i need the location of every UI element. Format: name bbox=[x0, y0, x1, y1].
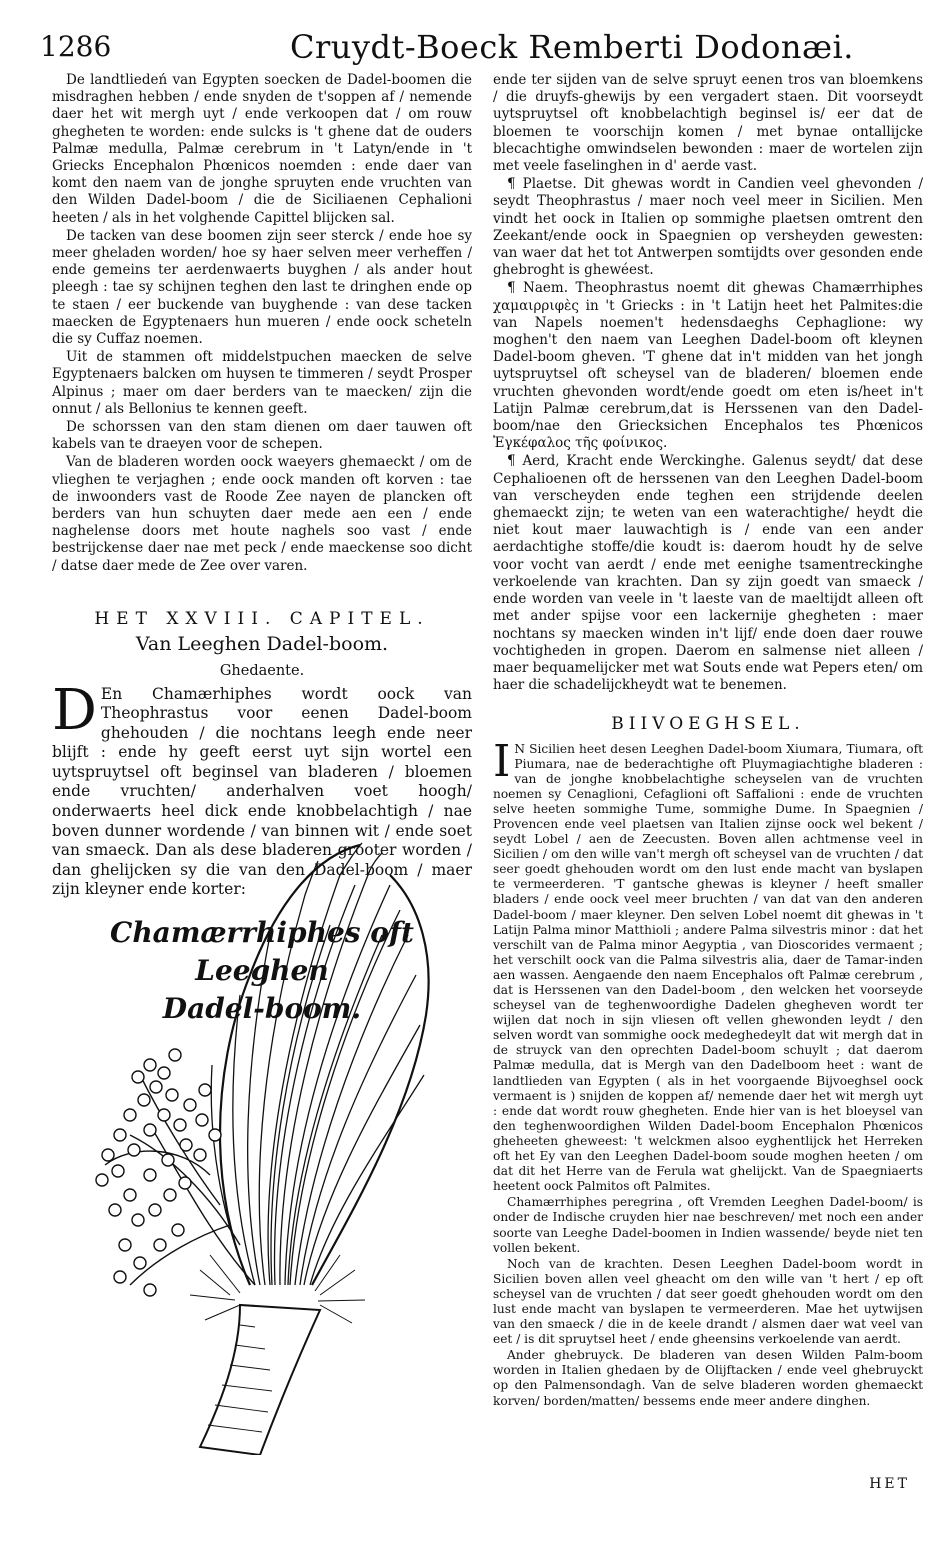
naem-paragraph: ¶ Naem. Theophrastus noemt dit ghewas Chamærrhiphes χαμαιρριφὲς in 't Griecks : in 't Latijn heet het Palmites:die van Napels noemen't hedensdaeghs Cephaglione: wy moghen't den naem van Leeghen Dadel-boom oft kleynen Dadel-boom gheven. 'T ghene dat in't midden van het jongh uytspruytsel oft scheysel van de bladeren/ bloemen ende vruchten ghevonden wordt/ende goedt om eten is/heet in't Latijn Palmæ cerebrum,dat is Herssenen van den Dadel-boom/nae den Griecksichen Encephalos tes Phœnicos Ἐγκέφαλος τῆς φοίνικος. bbox=[493, 280, 923, 452]
chapter-subtitle: Van Leeghen Dadel-boom. bbox=[135, 633, 389, 656]
aerd-paragraph: ¶ Aerd, Kracht ende Werckinghe. Galenus seydt/ dat dese Cephalioenen oft de herssenen van den Leeghen Dadel-boom van verscheyden ende teghen een strijdende deelen ghemaeckt zijn; te weten van een waterachtighe/ heydt die niet kout maer lauwachtigh is / ende van een ander aerdachtighe stoffe/die koudt is: daerom houdt hy de selve voor vocht van aerdt / ende met eenighe tsamentreckinghe verkoelende van krachten. Dan sy zijn goedt van smaeck / ende worden van veele in 't laeste van de maeltijdt alleen oft met ander spijse voor een lackernije ghegheten : maer nochtans sy maecken winden in't lijf/ ende doen daer rouwe vochtigheden in gropen. Daerom en salmense niet alleen / maer bequamelijcker met wat Souts ende wat Pepers eten/ om haer die schadelijckheydt wat te benemen. bbox=[493, 453, 923, 694]
body-paragraph: De landtliedeń van Egypten soecken de Dadel-boomen die misdraghen hebben / ende snyden de t'soppen af / nemende daer het wit mergh uyt / ende verkoopen dat / om rouw ghegheten te worden: ende sulcks is 't ghene dat de ouders Palmæ medulla, Palmæ cerebrum in 't Latyn/ende in 't Griecks Encephalon Phœnicos noemden : ende daer van komt den naem van de jonghe spruyten ende vruchten van den Wilden Dadel-boom / die de Siciliaenen Cephalioni heeten / als in het volghende Capittel blijcken sal. bbox=[52, 72, 472, 226]
drop-initial: I bbox=[493, 735, 511, 787]
bijvoeghsel-paragraph: Noch van de krachten. Desen Leeghen Dadel-boom wordt in Sicilien boven allen veel gheacht om den wille van 't hert / ep oft scheysel van de vruchten / dat seer goedt ghehouden wordt om den lust ende macht van byslapen te vermeerderen. Mae het uytwijsen van den smaeck / die in de keele drandt / alsmen daer wat veel van eet / is dit spruytsel heet / ende gheensins verkoelende van aerdt. bbox=[493, 1256, 923, 1347]
drop-initial: D bbox=[52, 677, 97, 743]
bijvoeghsel-paragraph: Chamærrhiphes peregrina , oft Vremden Leeghen Dadel-boom/ is onder de Indische cruyden hier nae beschreven/ met noch een ander soorte van Leeghe Dadel-boomen in Indien wassende/ beyde niet ten vollen bekent. bbox=[493, 1195, 923, 1255]
body-paragraph: ende ter sijden van de selve spruyt eenen tros van bloemkens / die druyfs-ghewijs by een vergadert staen. Dit voorseydt uytspruytsel oft knobbelachtigh beginsel is/ eer dat de bloemen te voorschijn komen / met bynae ontallijcke blecachtighe omwindselen bewonden : maer de wortelen zijn met veele faselinghen in d' aerde vast. bbox=[493, 72, 923, 175]
body-paragraph: Van de bladeren worden oock waeyers ghemaeckt / om de vlieghen te verjaghen ; ende oock manden oft korven : tae de inwoonders vast de Roode Zee nayen de plancken oft berders van hun schuyten daer mede aen een / ende naghelense doors met houte naghels soo vast / ende bestrijckense daer nae met peck / ende maeckense soo dicht / datse daer mede de Zee over varen. bbox=[52, 454, 472, 574]
bijvoeghsel-paragraph: Ander ghebruyck. De bladeren van desen Wilden Palm-boom worden in Italien ghedaen by de Olijftacken / ende veel ghebruyckt op den Palmensondagh. Van de selve bladeren worden ghemaeckt korven/ borden/matten/ bessems ende meer andere dinghen. bbox=[493, 1348, 923, 1408]
bijvoeghsel-title: BIIVOEGHSEL. bbox=[611, 714, 805, 735]
chapter-title: HET XXVIII. CAPITEL. bbox=[94, 608, 430, 629]
catchword: HET bbox=[869, 1476, 910, 1492]
bijvoeghsel-paragraph bbox=[493, 735, 923, 1195]
fruit-cluster bbox=[96, 1049, 221, 1296]
right-column bbox=[493, 72, 923, 1410]
bijvoeghsel-text: N Sicilien heet desen Leeghen Dadel-boom Xiumara, Tiumara, oft Piumara, nae de bederachtighe oft Pluymagiachtighe bladeren : van de jonghe knobbelachtighe scheyselen van de vruchten noemen sy Cenaglioni, Cefaglioni oft Saffalioni : ende de vruchten selve heeten sommighe Tume, sommighe Dume. In Spaegnien / Provencen ende veel plaetsen van Italien zijnse oock wel bekent / seydt Lobel / aen de Zeecusten. Boven allen achtmense veel in Sicilien / om den wille van't mergh oft scheysel van de vruchten / dat seer goedt ghehouden wordt om den lust ende macht van byslapen te vermeerderen. 'T gantsche ghewas is kleyner / heeft smaller bladers / ende oock veel meer bruchten / van dat van den anderen Dadel-boom / maer kleyner. Den selven Lobel noemt dit ghewas in 't Latijn Palma minor Matthioli ; andere Palma silvestris minor : dat het verschilt van de Palma minor Aegyptia , van Dioscorides vermaent ; het verschilt oock van die Palma silvestris alia, daer de Tamar-inden aen wassen. Aengaende den naem Encephalos oft Palmæ cerebrum , dat is Herssenen van den Dadel-boom , den welcken het voorseyde scheysel van de teghenwoordighe Dadelen ghegheven wordt ter wijlen dat noch in sijn vliesen oft vellen ghewonden leydt / den selven wordt van sommighe oock medeghedeylt dat wit mergh dat in de struyck van den oprechten Dadel-boom schuylt ; dat daerom Palmæ medulla, dat is Mergh van den Dadelboom heet : want de landtlieden van Egypten ( als in het voorgaende Bijvoeghsel oock vermaent is ) snijden de koppen af/ nemende daer het wit mergh uyt : ende dat wordt rouw ghegheten. Ende hier van is het bloeysel van den teghenwoordighen Wilden Dadel-boom Encephalon Phœnicos gheheeten gheweest: 't welckmen alsoo eyghentlijck het Herreken oft het Ey van den Leeghen Dadel-boom soude moghen heeten / om dat dit het Herre van de Ferula wat ghelijckt. Van de Spaegniaerts heetent oock Palmitos oft Palmites. bbox=[493, 741, 923, 1194]
body-paragraph: De schorssen van den stam dienen om daer tauwen oft kabels van te draeyen voor de schepen. bbox=[52, 419, 472, 453]
trunk bbox=[200, 1305, 320, 1455]
caption-line: Dadel-boom. bbox=[162, 992, 362, 1026]
body-paragraph: Uit de stammen oft middelstpuchen maecken de selve Egyptenaers balcken om huysen te timmeren / seydt Prosper Alpinus ; maer om daer berders van te maecken/ zijn die onnut / als Bellonius te kennen geeft. bbox=[52, 349, 472, 417]
plant-woodcut-illustration bbox=[90, 815, 450, 1455]
plaetse-paragraph: ¶ Plaetse. Dit ghewas wordt in Candien veel ghevonden / seydt Theophrastus / maer noch veel meer in Sicilien. Men vindt het oock in Italien op sommighe plaetsen omtrent den Zeekant/ende oock in Spaegnien op versheyden gewesten: van waer dat het tot Antwerpen somtijdts over gesonden ende ghebroght is ghewéest. bbox=[493, 176, 923, 279]
page-number: 1286 bbox=[40, 30, 112, 63]
section-heading: Ghedaente. bbox=[219, 663, 305, 680]
leaf-blades bbox=[211, 843, 424, 1285]
running-head: Cruydt-Boeck Remberti Dodonæi. bbox=[290, 28, 854, 66]
lead-text: En Chamærhiphes wordt oock van Theophrastus voor eenen Dadel-boom ghehouden / die nochtans leegh ende neer blijft : ende hy geeft eerst uyt sijn wortel een uytspruytsel oft beginsel van bladeren / bloemen ende vruchten/ anderhalven voet hoogh/ onderwaerts heel dick ende knobbelachtigh / nae boven dunner wordende / van binnen wit / ende soet van smaeck. Dan als dese bladeren grooter worden / dan ghelijcken sy die van den Dadel-boom / maer zijn kleyner ende korter: bbox=[52, 684, 472, 899]
body-paragraph: De tacken van dese boomen zijn seer sterck / ende hoe sy meer gheladen worden/ hoe sy haer selven meer verheffen / ende gemeins ter aerdenwaerts buyghen / als ander hout pleegh : tae sy schijnen teghen den last te dringhen ende op te staen / eer buckende van buyghende : van dese tacken maecken de Egyptenaers hun mueren / ende oock scheteln die sy Cuffaz noemen. bbox=[52, 227, 472, 348]
caption-line: Chamærrhiphes oft Leeghen bbox=[110, 916, 414, 988]
